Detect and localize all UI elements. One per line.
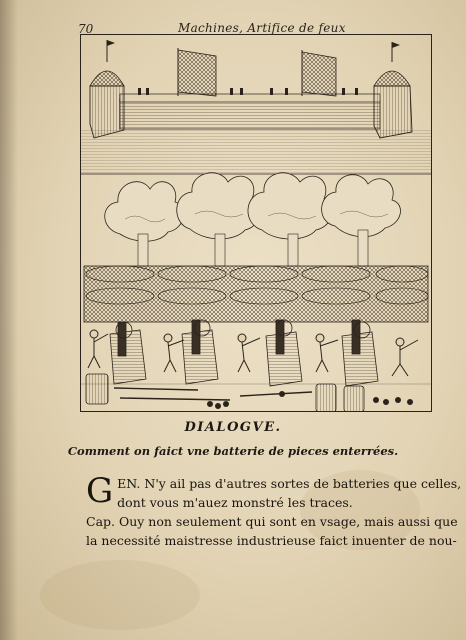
right-tower [374, 86, 412, 138]
fortress-scene [81, 40, 431, 174]
body-line: la necessité maistresse industrieuse faict inuenter de nou- [86, 533, 457, 548]
right-tower-flag [392, 42, 400, 48]
banner [178, 50, 216, 96]
body-line: dont vous m'auez monstré les traces. [117, 495, 353, 510]
cannonballs [207, 391, 413, 409]
left-tower [90, 86, 124, 138]
body-line: EN. N'y ail pas d'autres sortes de batteries que celles, [117, 476, 462, 491]
paper-stain [40, 560, 200, 630]
left-tower-flag [107, 40, 115, 46]
banner [302, 52, 336, 96]
drop-cap: G [86, 471, 114, 511]
engraving-illustration [80, 34, 432, 412]
page-number: 70 [78, 22, 94, 36]
cannon-smoke [105, 173, 401, 241]
body-paragraph [86, 471, 462, 550]
fortress-wall [120, 99, 380, 129]
dialogue-heading: DIALOGVE. [184, 420, 282, 435]
illustration-caption: Comment on faict vne batterie de pieces enterrées. [67, 444, 399, 458]
gabions [84, 266, 428, 322]
running-head: Machines, Artifice de feux [178, 21, 346, 35]
cannon-emplacements [110, 320, 378, 386]
page-edge-shadow [0, 0, 18, 640]
body-line: Cap. Ouy non seulement qui sont en vsage, mais aussi que [86, 514, 458, 529]
